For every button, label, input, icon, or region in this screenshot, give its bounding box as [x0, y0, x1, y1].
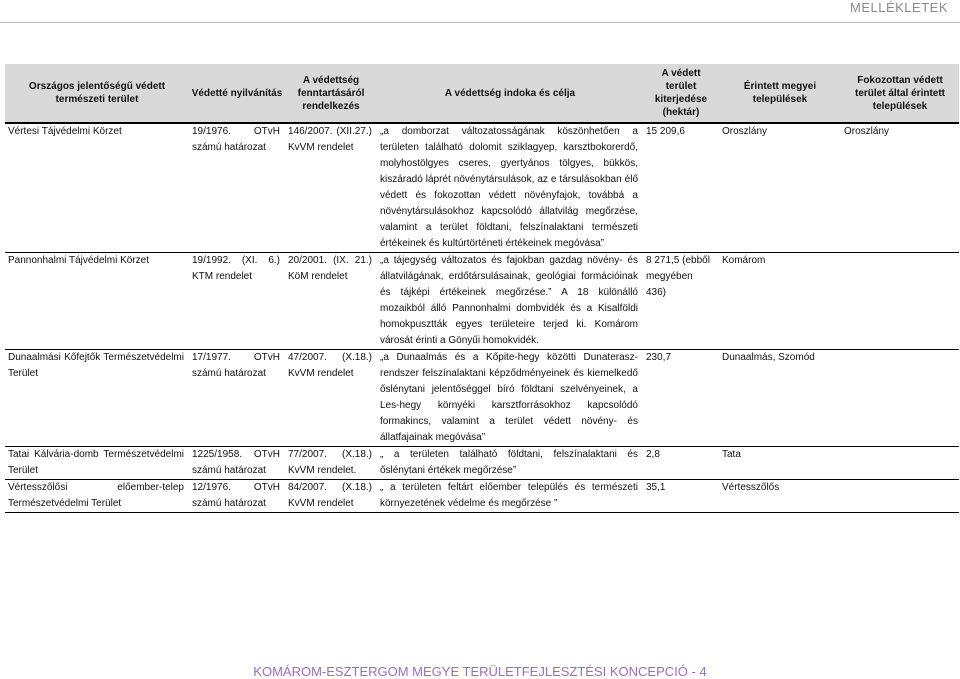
area-size-cell: 35,1 [646, 482, 666, 493]
table-row [5, 253, 959, 350]
maintenance-cell: 146/2007. (XII.27.) KvVM rendelet [288, 126, 372, 153]
purpose-cell: „a domborzat változatosságának köszönhetően a területen található dolomit sziklagyep, karsztbokorerdő, molyhostölgyes cseres, gyertyános tölgyes, bükkös, kiszáradó láprét növénytársulások, az e társulásokban élő védett és fokozottan védett növényfajok, továbbá a növénytársulásokhoz kapcsolódó állatvilág megőrzése, valamint a terület földtani, felszínalaktani természeti értékeinek és kultúrtörténeti értékeinek megóvása” [380, 126, 638, 249]
area-size-cell: 8 271,5 (ebből megyében 436) [646, 255, 710, 298]
section-label: MELLÉKLETEK [850, 0, 948, 15]
table-row [5, 123, 959, 253]
table-header-row [5, 64, 959, 123]
purpose-cell: „ a területen feltárt előember település és természeti környezetének védelme és megőrzése ” [380, 482, 638, 509]
settlements-cell: Oroszlány [722, 126, 768, 137]
maintenance-cell: 20/2001. (IX. 21.) KöM rendelet [288, 255, 372, 282]
maintenance-cell: 47/2007. (X.18.) KvVM rendelet [288, 352, 372, 379]
settlements-cell: Vértesszőlős [722, 482, 780, 493]
table-row [5, 350, 959, 447]
strict-settlements-cell [841, 480, 959, 513]
settlements-cell: Komárom [722, 255, 766, 266]
table-row [5, 480, 959, 513]
area-size-cell: 2,8 [646, 449, 660, 460]
area-name: Pannonhalmi Tájvédelmi Körzet [8, 255, 150, 266]
area-name: Tatai Kálvária-domb Természetvédelmi Terület [8, 449, 184, 476]
area-name: Dunaalmási Kőfejtők Természetvédelmi Terület [8, 352, 184, 379]
maintenance-cell: 84/2007. (X.18.) KvVM rendelet [288, 482, 372, 509]
declared-cell: 17/1977. OTvH számú határozat [192, 352, 280, 379]
declared-cell: 1225/1958. OTvH számú határozat [192, 449, 280, 476]
strict-settlements-cell: Oroszlány [844, 126, 890, 137]
settlements-cell: Tata [722, 449, 741, 460]
area-size-cell: 15 209,6 [646, 126, 685, 137]
strict-settlements-cell [841, 447, 959, 480]
area-size-cell: 230,7 [646, 352, 672, 363]
strict-settlements-cell [841, 350, 959, 447]
column-header-area-name: Országos jelentőségű védett természeti terület [28, 81, 166, 105]
table-row [5, 447, 959, 480]
declared-cell: 19/1976. OTvH számú határozat [192, 126, 280, 153]
column-header-purpose: A védettség indoka és célja [444, 87, 576, 99]
purpose-cell: „ a területen található földtani, felszínalaktani és őslénytani értékek megőrzése” [380, 449, 638, 476]
footer-title: KOMÁROM-ESZTERGOM MEGYE TERÜLETFEJLESZTÉSI KONCEPCIÓ [253, 664, 688, 679]
footer-separator: - [687, 664, 700, 679]
column-header-maintenance: A védettség fenntartásáról rendelkezés [297, 74, 365, 112]
maintenance-cell: 77/2007. (X.18.) KvVM rendelet. [288, 449, 372, 476]
column-header-strict-settlements: Fokozottan védett terület által érintett települések [854, 74, 946, 112]
strict-settlements-cell [841, 253, 959, 350]
column-header-declared: Védetté nyilvánítás [191, 87, 283, 99]
protected-areas-table [5, 64, 959, 513]
declared-cell: 19/1992. (XI. 6.) KTM rendelet [192, 255, 280, 282]
column-header-area-size: A védett terület kiterjedése (hektár) [654, 68, 708, 118]
purpose-cell: „a Dunaalmás és a Kőpite-hegy közötti Dunaterasz-rendszer felszínalaktani képződményeinek és kiemelkedő őslénytani jelentőséggel bíró földtani szelvényeinek, a Les-hegy környéki karsztforrásokhoz kapcsolódó formakincs, valamint a terület védett növény- és állatfajainak megóvása” [380, 352, 638, 443]
column-header-settlements: Érintett megyei települések [743, 81, 817, 105]
header-divider [0, 22, 960, 23]
document-footer [0, 664, 960, 679]
area-name: Vértesszőlősi előember-telep Természetvédelmi Terület [8, 482, 184, 509]
area-name: Vértesi Tájvédelmi Körzet [8, 126, 122, 137]
page-number: 4 [699, 664, 707, 679]
declared-cell: 12/1976. OTvH számú határozat [192, 482, 280, 509]
settlements-cell: Dunaalmás, Szomód [722, 352, 815, 363]
purpose-cell: „a tájegység változatos és fajokban gazdag növény- és állatvilágának, erdőtársulásainak, geológiai formációinak és tájképi értékeinek megőrzése.” A 18 különálló mozaikból álló Pannonhalmi dombvidék és a Kisalföldi homokpusztták egyes területeire terjed ki. Komárom városát érinti a Gönyűi homokvidék. [380, 255, 638, 346]
